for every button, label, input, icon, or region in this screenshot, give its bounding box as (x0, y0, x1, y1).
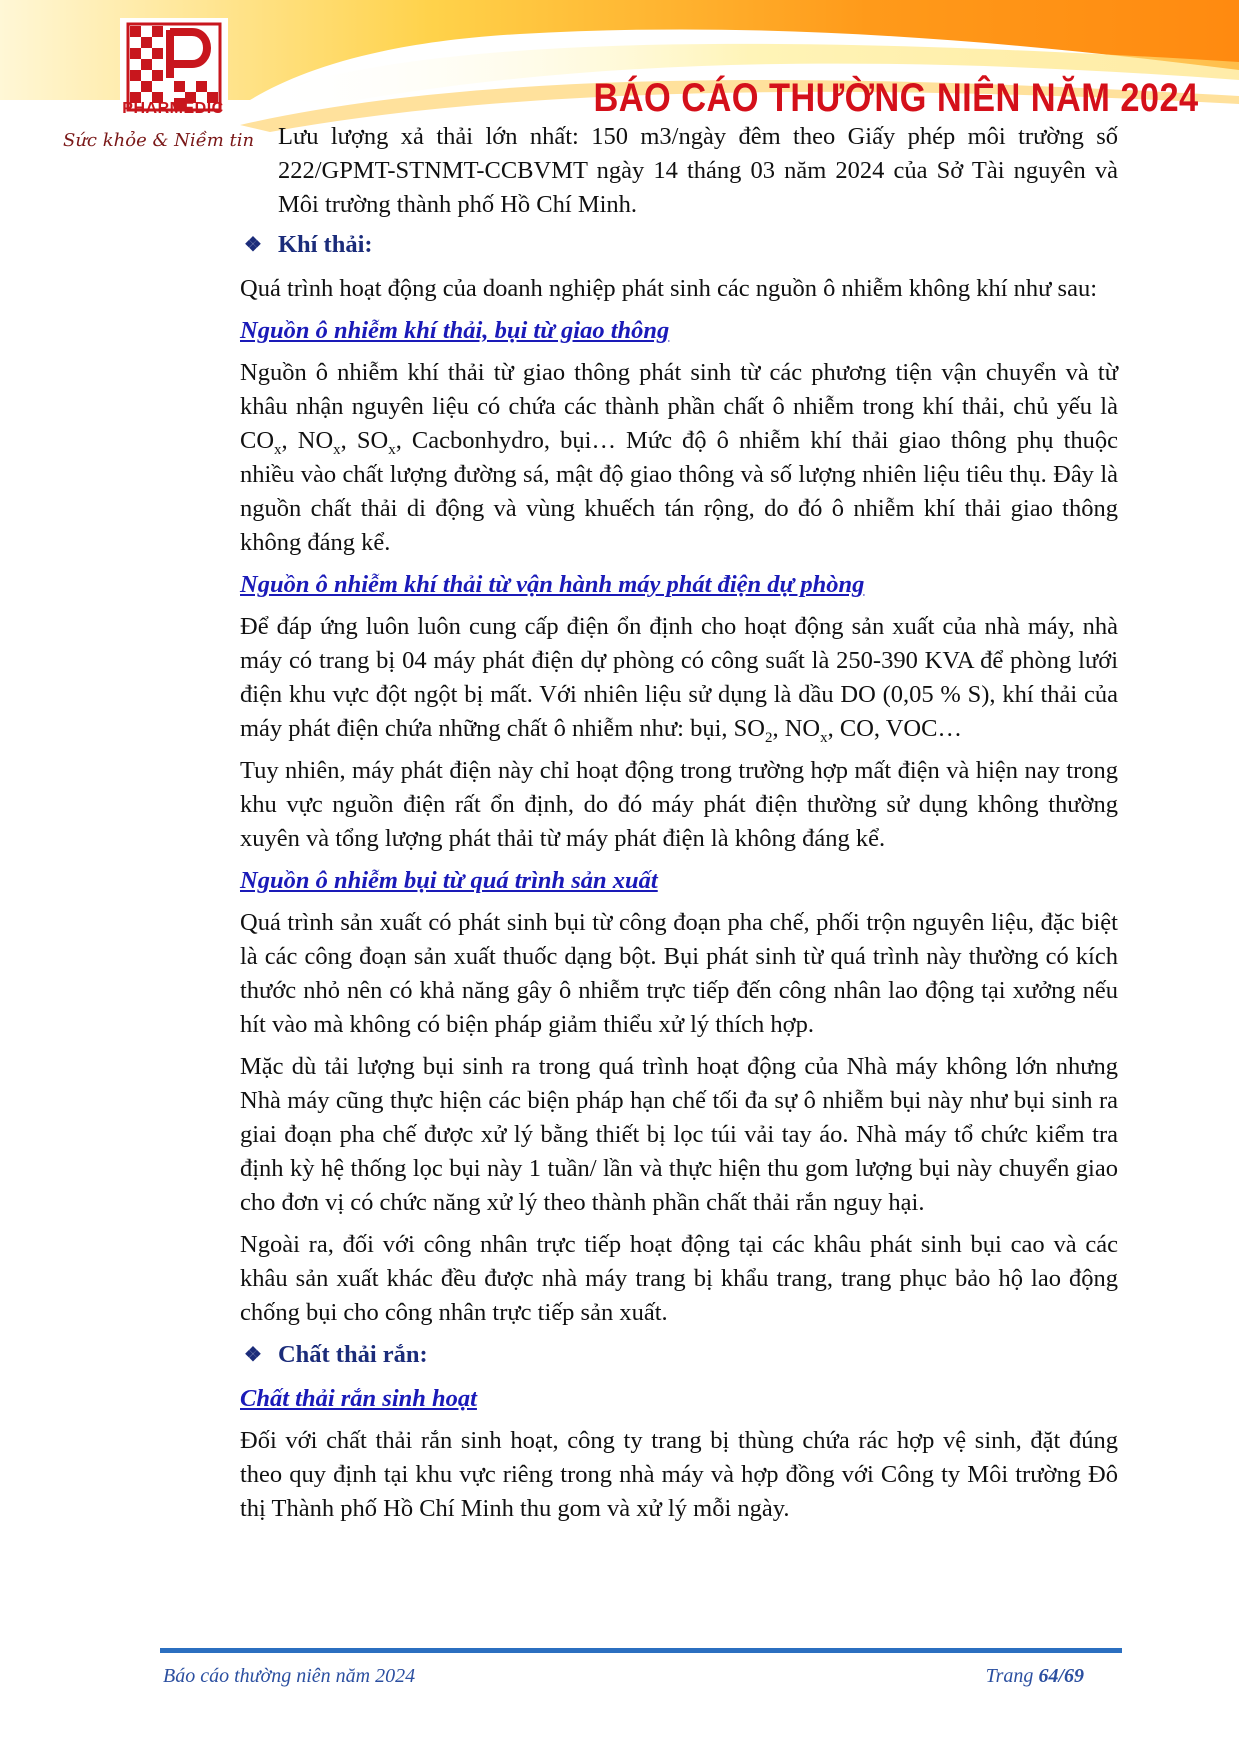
sub-heading-generator: Nguồn ô nhiễm khí thải từ vận hành máy phát điện dự phòng (240, 571, 865, 598)
brand-name: PHARMEDIC (122, 100, 224, 117)
section-heading-label: Chất thải rắn: (277, 1341, 428, 1368)
section-heading-khi-thai (240, 228, 1118, 262)
generator-paragraph-1: Để đáp ứng luôn luôn cung cấp điện ổn định cho hoạt động sản xuất của nhà máy, nhà máy có trang bị 04 máy phát điện dự phòng có công suất là 250-390 KVA để phòng lưới điện khu vực đột ngột bị mất. Với nhiên liệu sử dụng là dầu DO (0,05 % S), khí thải của máy phát điện chứa những chất ô nhiễm như: bụi, $SO_2$, $NO_x$, CO, VOC… (240, 613, 1118, 746)
domestic-waste-paragraph: Đối với chất thải rắn sinh hoạt, công ty trang bị thùng chứa rác hợp vệ sinh, đặt đúng theo quy định tại khu vực riêng trong nhà máy và hợp đồng với Công ty Môi trường Đô thị Thành phố Hồ Chí Minh thu gom và xử lý mỗi ngày. (240, 1427, 1118, 1522)
generator-paragraph-2: Tuy nhiên, máy phát điện này chỉ hoạt động trong trường hợp mất điện và hiện nay trong khu vực nguồn điện rất ổn định, do đó máy phát điện thường sử dụng không thường xuyên và tổng lượng phát thải từ máy phát điện là không đáng kể. (240, 757, 1118, 852)
intro-paragraph: Quá trình hoạt động của doanh nghiệp phát sinh các nguồn ô nhiễm không khí như sau: (240, 275, 1098, 302)
footer-divider (160, 1648, 1122, 1653)
discharge-paragraph: Lưu lượng xả thải lớn nhất: 150 m3/ngày đêm theo Giấy phép môi trường số 222/GPMT-STNMT-CCBVMT ngày 14 tháng 03 năm 2024 của Sở Tài nguyên và Môi trường thành phố Hồ Chí Minh. (278, 123, 1118, 218)
traffic-paragraph: Nguồn ô nhiễm khí thải từ giao thông phát sinh từ các phương tiện vận chuyển và từ khâu nhận nguyên liệu có chứa các thành phần chất ô nhiễm trong khí thải, chủ yếu là $CO_x$, $NO_x$, $SO_x$, Cacbonhydro, bụi… Mức độ ô nhiễm khí thải giao thông phụ thuộc nhiều vào chất lượng đường sá, mật độ giao thông và số lượng nhiên liệu tiêu thụ. Đây là nguồn chất thải di động và vùng khuếch tán rộng, do đó ô nhiễm khí thải giao thông không đáng kể. (240, 359, 1118, 556)
sub-heading-production-dust: Nguồn ô nhiễm bụi từ quá trình sản xuất (240, 867, 658, 894)
sub-heading-traffic: Nguồn ô nhiễm khí thải, bụi từ giao thông (240, 317, 670, 344)
report-title: BÁO CÁO THƯỜNG NIÊN NĂM 2024 (593, 76, 1199, 120)
section-heading-chat-thai-ran (240, 1338, 1118, 1372)
brand-slogan: Sức khỏe & Niềm tin (63, 130, 255, 151)
footer-page-number: Trang 64/69 (985, 1665, 1084, 1687)
dust-paragraph-2: Mặc dù tải lượng bụi sinh ra trong quá trình hoạt động của Nhà máy không lớn nhưng Nhà máy cũng thực hiện các biện pháp hạn chế tối đa sự ô nhiễm bụi này như bụi sinh ra giai đoạn pha chế được xử lý bằng thiết bị lọc túi vải tay áo. Nhà máy tổ chức kiểm tra định kỳ hệ thống lọc bụi này 1 tuần/ lần và thực hiện thu gom lượng bụi này chuyển giao cho đơn vị có chức năng xử lý theo thành phần chất thải rắn nguy hại. (240, 1053, 1118, 1216)
sub-heading-domestic-waste: Chất thải rắn sinh hoạt (240, 1385, 477, 1412)
document-body (240, 120, 1118, 1534)
section-heading-label: Khí thải: (277, 231, 373, 258)
bullet-diamond-icon: ❖ (244, 1344, 262, 1366)
dust-paragraph-3: Ngoài ra, đối với công nhân trực tiếp hoạt động tại các khâu phát sinh bụi cao và các khâu sản xuất khác đều được nhà máy trang bị khẩu trang, trang phục bảo hộ lao động chống bụi cho công nhân trực tiếp sản xuất. (240, 1231, 1118, 1326)
footer-report-name: Báo cáo thường niên năm 2024 (163, 1665, 416, 1687)
bullet-diamond-icon: ❖ (244, 234, 262, 256)
dust-paragraph-1: Quá trình sản xuất có phát sinh bụi từ công đoạn pha chế, phối trộn nguyên liệu, đặc biệt là các công đoạn sản xuất thuốc dạng bột. Bụi phát sinh từ quá trình này thường có kích thước nhỏ nên có khả năng gây ô nhiễm trực tiếp đến công nhân lao động tại xưởng nếu hít vào mà không có biện pháp giảm thiểu xử lý thích hợp. (240, 909, 1118, 1038)
